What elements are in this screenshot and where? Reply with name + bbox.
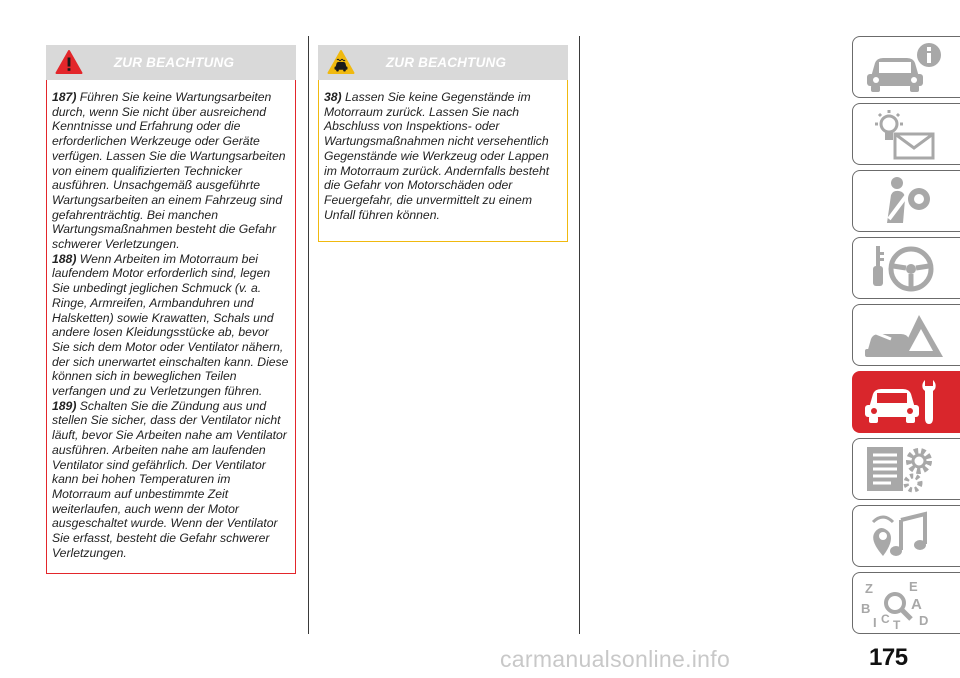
column-divider-right [579, 36, 580, 634]
tab-car-info[interactable] [852, 36, 960, 98]
warning-box-header [46, 45, 296, 80]
note-number: 38) [324, 90, 342, 104]
warning-box-title: ZUR BEACHTUNG [113, 55, 235, 70]
svg-text:C: C [881, 612, 890, 626]
car-wrench-icon [861, 376, 951, 428]
svg-text:D: D [919, 613, 929, 628]
tab-maintenance[interactable] [852, 371, 960, 433]
key-steering-wheel-icon [861, 242, 951, 294]
note-text: Schalten Sie die Zündung aus und stellen Sie sicher, dass der Ventilator nicht läuft, bevor Sie Arbeiten nahe am Ventilator ausführen. Arbeiten nahe am laufenden Ventilator sind gefährlich. Der Ventilator kann bei hohen Temperaturen im Motorraum auf unbestimmte Zeit weiterlaufen, auch wenn der Motor ausgeschaltet wurde. Wenn der Ventilator Sie erfasst, besteht die Gefahr schwerer Verletzungen. [52, 398, 287, 560]
svg-text:B: B [861, 601, 871, 616]
tab-index[interactable] [852, 572, 960, 634]
note-text: Führen Sie keine Wartungsarbeiten durch, wenn Sie nicht über ausreichend Kenntnisse und Erfahrung oder die erforderlichen Werkzeuge oder Geräte verfügen. Lassen Sie die Wartungsarbeiten von einem qualifizierten Technicker ausführen. Unsachgemäß ausgeführte Wartungsarbeiten an einem Fahrzeug sind gefahrenträchtig. Bei manchen Wartungsmaßnahmen besteht die Gefahr schwerer Verletzungen. [52, 90, 286, 252]
breakdown-warning-icon [861, 309, 951, 361]
tab-technical-data[interactable] [852, 438, 960, 500]
note-text: Lassen Sie keine Gegenstände im Motorraum zurück. Lassen Sie nach Abschluss von Inspektions- oder Wartungsmaßnahmen nicht versehentlich Gegenstände wie Werkzeug oder Lappen im Motorraum zurück. Andernfalls besteht die Gefahr von Motorschäden oder Feuergefahr, die unvermittelt zu einem Unfall führen können. [324, 90, 550, 222]
page-number: 175 [869, 644, 908, 671]
vehicle-caution-icon [327, 49, 355, 75]
svg-text:I: I [873, 615, 877, 629]
svg-text:T: T [893, 618, 901, 629]
specifications-gears-icon [861, 443, 951, 495]
seat-belt-airbag-icon [861, 175, 951, 227]
svg-text:A: A [911, 596, 922, 613]
warning-box-content [318, 80, 568, 242]
warning-box-title: ZUR BEACHTUNG [385, 55, 507, 70]
warning-box-header [318, 45, 568, 80]
tab-warning-lights[interactable] [852, 103, 960, 165]
warning-box-left [46, 45, 296, 574]
tab-multimedia[interactable] [852, 505, 960, 567]
note-number: 187) [52, 90, 77, 104]
tab-emergency[interactable] [852, 304, 960, 366]
note-number: 188) [52, 251, 77, 266]
danger-triangle-icon [55, 49, 83, 75]
svg-text:Z: Z [865, 581, 873, 596]
car-info-icon [861, 41, 951, 93]
svg-text:E: E [909, 579, 918, 594]
multimedia-icon [861, 510, 951, 562]
tab-starting-driving[interactable] [852, 237, 960, 299]
note-text: Wenn Arbeiten im Motorraum bei laufendem Motor erforderlich sind, legen Sie unbedingt jeglichen Schmuck (v. a. Ringe, Armreifen, Armbanduhren und Halsketten) sowie Krawatten, Schals und andere losen Kleidungsstücke ab, bevor Sie sich dem Motor oder Ventilator nähern, der sich unerwartet einschalten kann. Diese können sich in beweglichen Teilen verfangen und zu Verletzungen führen. [52, 251, 289, 399]
warning-box-content [46, 80, 296, 574]
watermark: carmanualsonline.info [500, 646, 731, 672]
column-divider-left [308, 36, 309, 634]
alphabetical-index-icon [861, 577, 951, 629]
warning-box-right [318, 45, 568, 242]
tab-safety[interactable] [852, 170, 960, 232]
note-number: 189) [52, 398, 77, 413]
warning-light-message-icon [861, 108, 951, 160]
